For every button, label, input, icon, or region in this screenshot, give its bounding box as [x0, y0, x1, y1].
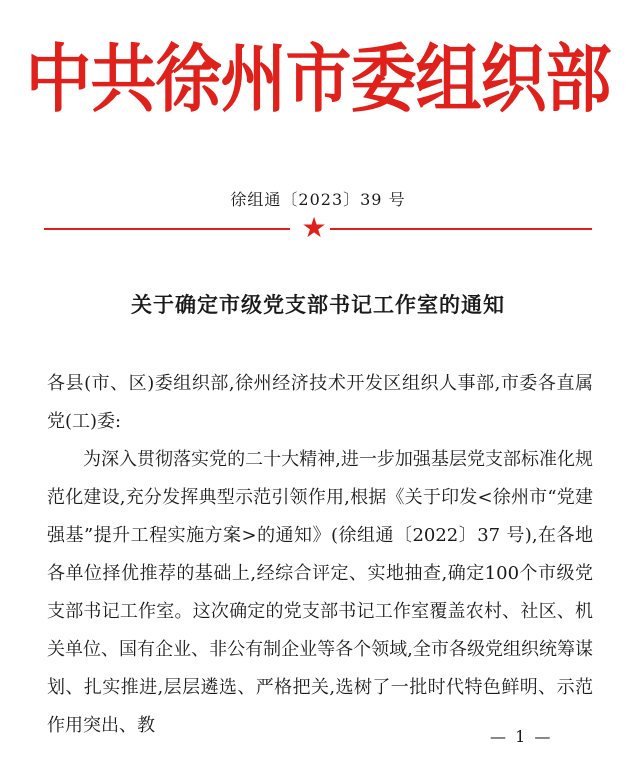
divider-rule-right [330, 228, 592, 230]
notice-title: 关于确定市级党支部书记工作室的通知 [131, 292, 505, 317]
star-icon: ★ [301, 211, 327, 244]
document-body [47, 365, 593, 745]
divider-rule-left [44, 228, 290, 230]
body-paragraph: 为深入贯彻落实党的二十大精神,进一步加强基层党支部标准化规范化建设,充分发挥典型示范引领作用,根据《关于印发<徐州市“党建强基”提升工程实施方案>的通知》(徐组通〔2022〕37 号),在各地各单位择优推荐的基础上,经综合评定、实地抽查,确定100个市级党支部书记工作室。这次确定的党支部书记工作室覆盖农村、社区、机关单位、国有企业、非公有制企业等各个领域,全市各级党组织统筹谋划、扎实推进,层层遴选、严格把关,选树了一批时代特色鲜明、示范作用突出、教 [47, 449, 594, 736]
document-number: 徐组通〔2023〕39 号 [230, 190, 406, 209]
masthead-title: 中共徐州市委组织部 [25, 35, 611, 123]
page-number: — 1 — [490, 727, 553, 746]
addressee: 各县(市、区)委组织部,徐州经济技术开发区组织人事部,市委各直属党(工)委: [47, 373, 593, 432]
